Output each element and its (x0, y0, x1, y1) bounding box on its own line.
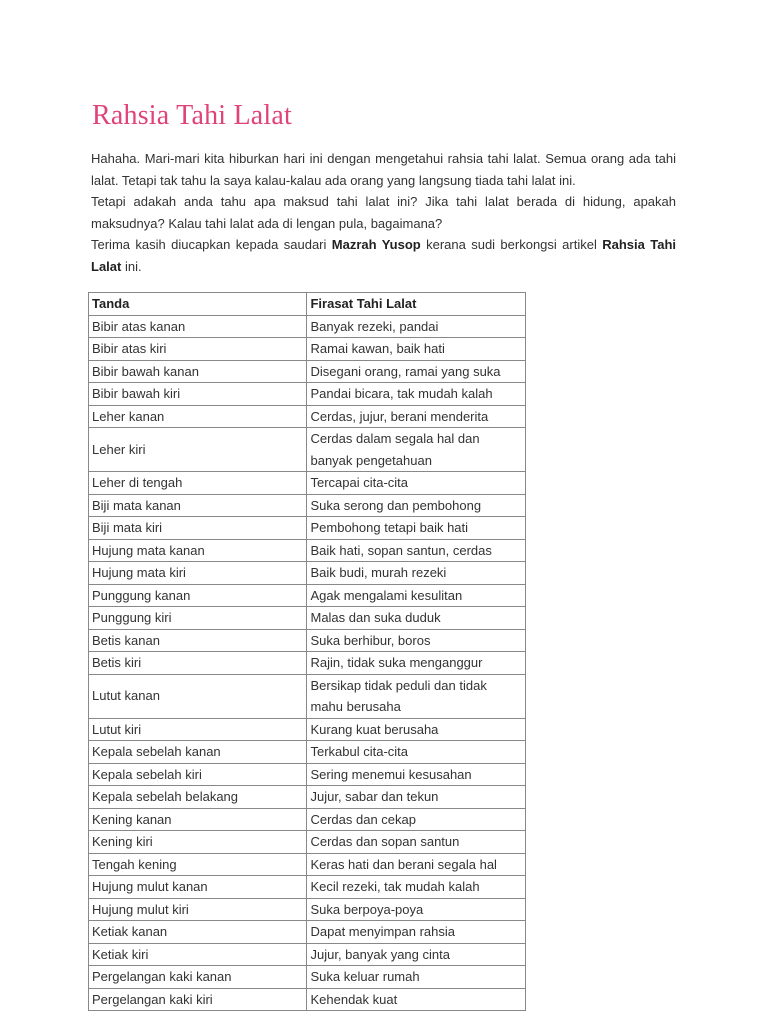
table-row (89, 808, 526, 831)
cell-firasat: Cerdas dan sopan santun (307, 831, 526, 854)
cell-tanda: Betis kiri (89, 652, 307, 675)
cell-firasat: Baik hati, sopan santun, cerdas (307, 539, 526, 562)
table-row (89, 607, 526, 630)
table-row (89, 517, 526, 540)
cell-firasat: Jujur, banyak yang cinta (307, 943, 526, 966)
table-row (89, 405, 526, 428)
cell-tanda: Bibir bawah kiri (89, 383, 307, 406)
table-row (89, 472, 526, 495)
cell-tanda: Kening kiri (89, 831, 307, 854)
cell-firasat: Malas dan suka duduk (307, 607, 526, 630)
table-row (89, 315, 526, 338)
thanks-middle: kerana sudi berkongsi artikel (420, 237, 603, 253)
table-row (89, 674, 526, 718)
cell-tanda: Hujung mulut kanan (89, 876, 307, 899)
cell-firasat: Cerdas dalam segala hal dan banyak pengetahuan (307, 428, 526, 472)
table-row (89, 898, 526, 921)
table-row (89, 988, 526, 1011)
column-header-firasat: Firasat Tahi Lalat (307, 293, 526, 316)
cell-firasat: Cerdas dan cekap (307, 808, 526, 831)
cell-tanda: Kening kanan (89, 808, 307, 831)
table-row (89, 383, 526, 406)
table-body (89, 293, 526, 1011)
cell-tanda: Leher kanan (89, 405, 307, 428)
table-row (89, 876, 526, 899)
cell-tanda: Pergelangan kaki kiri (89, 988, 307, 1011)
article-title: Rahsia Tahi Lalat (92, 100, 292, 131)
table-row (89, 786, 526, 809)
cell-tanda: Kepala sebelah kanan (89, 741, 307, 764)
cell-tanda: Bibir atas kanan (89, 315, 307, 338)
column-header-tanda: Tanda (89, 293, 307, 316)
intro-paragraph: Hahaha. Mari-mari kita hiburkan hari ini dengan mengetahui rahsia tahi lalat. Semua orang ada tahi lalat. Tetapi tak tahu la saya kalau-kalau ada orang yang langsung tiada tahi lalat ini. (91, 151, 676, 188)
cell-firasat: Suka berhibur, boros (307, 629, 526, 652)
table-row (89, 718, 526, 741)
cell-tanda: Kepala sebelah kiri (89, 763, 307, 786)
table-row (89, 741, 526, 764)
cell-firasat: Bersikap tidak peduli dan tidak mahu berusaha (307, 674, 526, 718)
cell-tanda: Biji mata kiri (89, 517, 307, 540)
cell-tanda: Lutut kiri (89, 718, 307, 741)
cell-firasat: Cerdas, jujur, berani menderita (307, 405, 526, 428)
cell-tanda: Hujung mata kanan (89, 539, 307, 562)
table-row (89, 629, 526, 652)
table-row (89, 652, 526, 675)
cell-firasat: Banyak rezeki, pandai (307, 315, 526, 338)
author-name: Mazrah Yusop (331, 237, 421, 253)
table-row (89, 539, 526, 562)
cell-firasat: Rajin, tidak suka menganggur (307, 652, 526, 675)
table-row (89, 831, 526, 854)
table-row (89, 562, 526, 585)
cell-tanda: Biji mata kanan (89, 494, 307, 517)
table-header-row (89, 293, 526, 316)
cell-tanda: Leher kiri (89, 428, 307, 472)
cell-firasat: Suka keluar rumah (307, 966, 526, 989)
cell-firasat: Baik budi, murah rezeki (307, 562, 526, 585)
cell-firasat: Tercapai cita-cita (307, 472, 526, 495)
table-row (89, 966, 526, 989)
cell-firasat: Jujur, sabar dan tekun (307, 786, 526, 809)
cell-firasat: Dapat menyimpan rahsia (307, 921, 526, 944)
cell-tanda: Bibir bawah kanan (89, 360, 307, 383)
mole-meaning-table (88, 292, 526, 1011)
table-row (89, 428, 526, 472)
thanks-paragraph (91, 234, 676, 277)
cell-firasat: Kurang kuat berusaha (307, 718, 526, 741)
cell-tanda: Betis kanan (89, 629, 307, 652)
table-row (89, 921, 526, 944)
cell-firasat: Suka berpoya-poya (307, 898, 526, 921)
cell-tanda: Pergelangan kaki kanan (89, 966, 307, 989)
thanks-suffix: ini. (121, 258, 142, 274)
cell-firasat: Pandai bicara, tak mudah kalah (307, 383, 526, 406)
cell-tanda: Punggung kiri (89, 607, 307, 630)
cell-tanda: Hujung mulut kiri (89, 898, 307, 921)
cell-firasat: Ramai kawan, baik hati (307, 338, 526, 361)
cell-tanda: Ketiak kiri (89, 943, 307, 966)
cell-firasat: Agak mengalami kesulitan (307, 584, 526, 607)
cell-tanda: Bibir atas kiri (89, 338, 307, 361)
table-row (89, 360, 526, 383)
intro-paragraph: Tetapi adakah anda tahu apa maksud tahi lalat ini? Jika tahi lalat berada di hidung, apakah maksudnya? Kalau tahi lalat ada di lengan pula, bagaimana? (91, 194, 676, 231)
cell-tanda: Tengah kening (89, 853, 307, 876)
cell-firasat: Terkabul cita-cita (307, 741, 526, 764)
cell-firasat: Kehendak kuat (307, 988, 526, 1011)
cell-firasat: Kecil rezeki, tak mudah kalah (307, 876, 526, 899)
thanks-prefix: Terima kasih diucapkan kepada saudari (91, 237, 332, 253)
cell-firasat: Keras hati dan berani segala hal (307, 853, 526, 876)
table-row (89, 763, 526, 786)
cell-firasat: Sering menemui kesusahan (307, 763, 526, 786)
cell-tanda: Hujung mata kiri (89, 562, 307, 585)
cell-firasat: Pembohong tetapi baik hati (307, 517, 526, 540)
table-row (89, 943, 526, 966)
cell-tanda: Punggung kanan (89, 584, 307, 607)
article-intro (91, 148, 676, 278)
table-row (89, 494, 526, 517)
table-row (89, 584, 526, 607)
cell-tanda: Leher di tengah (89, 472, 307, 495)
cell-firasat: Suka serong dan pembohong (307, 494, 526, 517)
cell-tanda: Lutut kanan (89, 674, 307, 718)
cell-tanda: Ketiak kanan (89, 921, 307, 944)
table-row (89, 853, 526, 876)
table-row (89, 338, 526, 361)
article-name: Rahsia Tahi Lalat (91, 237, 676, 274)
cell-tanda: Kepala sebelah belakang (89, 786, 307, 809)
cell-firasat: Disegani orang, ramai yang suka (307, 360, 526, 383)
